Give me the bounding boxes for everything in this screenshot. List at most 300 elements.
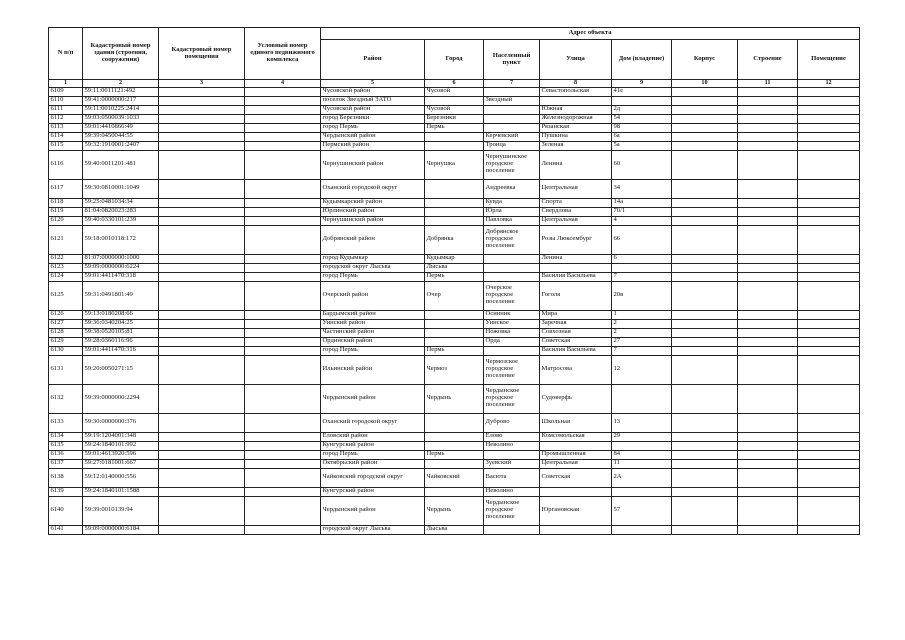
- corpus-cell: [672, 337, 738, 346]
- premises-cadastral-cell: [159, 450, 245, 459]
- district-cell: город Пермь: [321, 272, 425, 281]
- street-cell: Советская: [540, 468, 612, 487]
- cadastral-number-cell: 59:01:4411470:316: [83, 346, 159, 355]
- header-address-group: Адрес объекта: [321, 28, 860, 40]
- row-number-cell: 6122: [49, 254, 83, 263]
- corpus-cell: [672, 254, 738, 263]
- premises-cadastral-cell: [159, 263, 245, 272]
- building-cell: [738, 525, 798, 534]
- city-cell: Очер: [425, 281, 484, 310]
- cadastral-number-cell: 59:01:4410866:49: [83, 123, 159, 132]
- cadastral-number-cell: 59:11:0011121:492: [83, 87, 159, 96]
- corpus-cell: [672, 87, 738, 96]
- row-number-cell: 6138: [49, 468, 83, 487]
- premises-cadastral-cell: [159, 355, 245, 384]
- corpus-cell: [672, 216, 738, 225]
- complex-number-cell: [245, 150, 321, 179]
- table-row: [49, 179, 860, 198]
- table-row: [49, 450, 860, 459]
- premises-cadastral-cell: [159, 216, 245, 225]
- corpus-cell: [672, 441, 738, 450]
- premises-cadastral-cell: [159, 328, 245, 337]
- header-premises-cadastral: Кадастровый номер помещения: [159, 28, 245, 80]
- district-cell: Ильинский район: [321, 355, 425, 384]
- settlement-cell: Дуброво: [484, 413, 540, 432]
- cadastral-number-cell: 59:13:0180208:66: [83, 310, 159, 319]
- city-cell: [425, 441, 484, 450]
- building-cell: [738, 450, 798, 459]
- street-cell: Совхозная: [540, 328, 612, 337]
- cadastral-number-cell: 81:07:0000000:1000: [83, 254, 159, 263]
- column-number-row: [49, 80, 860, 88]
- table-row: [49, 319, 860, 328]
- street-cell: Школьная: [540, 413, 612, 432]
- premises-cadastral-cell: [159, 525, 245, 534]
- row-number-cell: 6119: [49, 207, 83, 216]
- building-cell: [738, 225, 798, 254]
- premises-cadastral-cell: [159, 468, 245, 487]
- premises-cell: [798, 225, 860, 254]
- cadastral-number-cell: 59:01:4613920:596: [83, 450, 159, 459]
- row-number-cell: 6109: [49, 87, 83, 96]
- corpus-cell: [672, 487, 738, 496]
- settlement-cell: [484, 254, 540, 263]
- column-number-cell: 6: [425, 80, 484, 88]
- settlement-cell: Васюта: [484, 468, 540, 487]
- corpus-cell: [672, 346, 738, 355]
- cadastral-number-cell: 59:18:0010118:172: [83, 225, 159, 254]
- premises-cadastral-cell: [159, 384, 245, 413]
- cadastral-number-cell: 59:27:0181001:667: [83, 459, 159, 468]
- house-cell: 2А: [612, 468, 672, 487]
- corpus-cell: [672, 468, 738, 487]
- column-number-cell: 10: [672, 80, 738, 88]
- settlement-cell: Чердынское городское поселение: [484, 496, 540, 525]
- premises-cell: [798, 272, 860, 281]
- row-number-cell: 6137: [49, 459, 83, 468]
- premises-cell: [798, 384, 860, 413]
- complex-number-cell: [245, 441, 321, 450]
- building-cell: [738, 319, 798, 328]
- house-cell: 2: [612, 319, 672, 328]
- house-cell: 29: [612, 432, 672, 441]
- street-cell: Василия Васильева: [540, 346, 612, 355]
- building-cell: [738, 263, 798, 272]
- district-cell: Чусовской район: [321, 87, 425, 96]
- cadastral-number-cell: 59:39:0450044:55: [83, 132, 159, 141]
- corpus-cell: [672, 150, 738, 179]
- cadastral-number-cell: 59:38:0520105:81: [83, 328, 159, 337]
- street-cell: Центральная: [540, 216, 612, 225]
- building-cell: [738, 355, 798, 384]
- settlement-cell: [484, 525, 540, 534]
- building-cell: [738, 272, 798, 281]
- corpus-cell: [672, 198, 738, 207]
- city-cell: [425, 132, 484, 141]
- house-cell: 7: [612, 346, 672, 355]
- column-number-cell: 8: [540, 80, 612, 88]
- building-cell: [738, 96, 798, 105]
- building-cell: [738, 114, 798, 123]
- complex-number-cell: [245, 319, 321, 328]
- house-cell: [612, 441, 672, 450]
- building-cell: [738, 123, 798, 132]
- table-row: [49, 272, 860, 281]
- building-cell: [738, 432, 798, 441]
- district-cell: Чернушинский район: [321, 216, 425, 225]
- building-cell: [738, 413, 798, 432]
- cadastral-number-cell: 59:39:0000000:2294: [83, 384, 159, 413]
- header-street: Улица: [540, 40, 612, 80]
- house-cell: 54: [612, 114, 672, 123]
- column-number-cell: 12: [798, 80, 860, 88]
- street-cell: Центральная: [540, 459, 612, 468]
- settlement-cell: Орда: [484, 337, 540, 346]
- street-cell: [540, 487, 612, 496]
- premises-cell: [798, 141, 860, 150]
- settlement-cell: Уинское: [484, 319, 540, 328]
- premises-cadastral-cell: [159, 459, 245, 468]
- row-number-cell: 6129: [49, 337, 83, 346]
- cadastral-number-cell: 59:39:0010139:94: [83, 496, 159, 525]
- city-cell: Чердынь: [425, 384, 484, 413]
- register-sheet: [48, 27, 859, 535]
- premises-cadastral-cell: [159, 496, 245, 525]
- street-cell: Матросова: [540, 355, 612, 384]
- row-number-cell: 6110: [49, 96, 83, 105]
- city-cell: Лысьва: [425, 525, 484, 534]
- premises-cell: [798, 198, 860, 207]
- district-cell: Октябрьский район: [321, 459, 425, 468]
- complex-number-cell: [245, 207, 321, 216]
- row-number-cell: 6127: [49, 319, 83, 328]
- row-number-cell: 6134: [49, 432, 83, 441]
- row-number-cell: 6126: [49, 310, 83, 319]
- cadastral-number-cell: 81:04:0820023:283: [83, 207, 159, 216]
- settlement-cell: Неволино: [484, 441, 540, 450]
- settlement-cell: Юрла: [484, 207, 540, 216]
- premises-cadastral-cell: [159, 87, 245, 96]
- premises-cell: [798, 355, 860, 384]
- district-cell: Чайковский городской округ: [321, 468, 425, 487]
- building-cell: [738, 346, 798, 355]
- cadastral-number-cell: 59:36:0340204:25: [83, 319, 159, 328]
- street-cell: Железнодорожная: [540, 114, 612, 123]
- corpus-cell: [672, 525, 738, 534]
- table-row: [49, 310, 860, 319]
- table-row: [49, 432, 860, 441]
- district-cell: город Кудымкар: [321, 254, 425, 263]
- row-number-cell: 6124: [49, 272, 83, 281]
- table-row: [49, 487, 860, 496]
- settlement-cell: Чермозское городское поселение: [484, 355, 540, 384]
- district-cell: Бардымский район: [321, 310, 425, 319]
- premises-cell: [798, 328, 860, 337]
- premises-cell: [798, 319, 860, 328]
- settlement-cell: [484, 105, 540, 114]
- complex-number-cell: [245, 132, 321, 141]
- complex-number-cell: [245, 328, 321, 337]
- premises-cell: [798, 525, 860, 534]
- house-cell: 1: [612, 310, 672, 319]
- city-cell: Добрянка: [425, 225, 484, 254]
- premises-cadastral-cell: [159, 281, 245, 310]
- house-cell: 2д: [612, 105, 672, 114]
- building-cell: [738, 384, 798, 413]
- street-cell: [540, 525, 612, 534]
- corpus-cell: [672, 263, 738, 272]
- house-cell: 20в: [612, 281, 672, 310]
- row-number-cell: 6128: [49, 328, 83, 337]
- district-cell: Чердынский район: [321, 496, 425, 525]
- premises-cadastral-cell: [159, 432, 245, 441]
- table-row: [49, 216, 860, 225]
- premises-cadastral-cell: [159, 207, 245, 216]
- row-number-cell: 6115: [49, 141, 83, 150]
- cadastral-number-cell: 59:11:0010225:2414: [83, 105, 159, 114]
- complex-number-cell: [245, 355, 321, 384]
- premises-cadastral-cell: [159, 310, 245, 319]
- column-number-cell: 4: [245, 80, 321, 88]
- header-premises: Помещение: [798, 40, 860, 80]
- city-cell: [425, 216, 484, 225]
- premises-cadastral-cell: [159, 413, 245, 432]
- city-cell: Пермь: [425, 346, 484, 355]
- premises-cadastral-cell: [159, 105, 245, 114]
- premises-cell: [798, 468, 860, 487]
- premises-cell: [798, 310, 860, 319]
- table-row: [49, 346, 860, 355]
- complex-number-cell: [245, 272, 321, 281]
- row-number-cell: 6118: [49, 198, 83, 207]
- corpus-cell: [672, 96, 738, 105]
- premises-cell: [798, 346, 860, 355]
- premises-cell: [798, 207, 860, 216]
- house-cell: [612, 487, 672, 496]
- settlement-cell: [484, 87, 540, 96]
- street-cell: Юргановская: [540, 496, 612, 525]
- building-cell: [738, 207, 798, 216]
- complex-number-cell: [245, 281, 321, 310]
- table-row: [49, 254, 860, 263]
- street-cell: Советская: [540, 337, 612, 346]
- city-cell: [425, 487, 484, 496]
- house-cell: 98: [612, 123, 672, 132]
- premises-cell: [798, 441, 860, 450]
- row-number-cell: 6135: [49, 441, 83, 450]
- complex-number-cell: [245, 337, 321, 346]
- table-row: [49, 355, 860, 384]
- cadastral-number-cell: 59:41:0000000:217: [83, 96, 159, 105]
- street-cell: Пушкина: [540, 132, 612, 141]
- building-cell: [738, 150, 798, 179]
- building-cell: [738, 132, 798, 141]
- premises-cadastral-cell: [159, 179, 245, 198]
- house-cell: 4: [612, 216, 672, 225]
- table-body: [49, 87, 860, 534]
- cadastral-number-cell: 59:30:0810001:1049: [83, 179, 159, 198]
- district-cell: Пермский район: [321, 141, 425, 150]
- premises-cadastral-cell: [159, 441, 245, 450]
- street-cell: Ленина: [540, 150, 612, 179]
- header-row-top: [49, 28, 860, 40]
- building-cell: [738, 328, 798, 337]
- district-cell: Оханский городской округ: [321, 179, 425, 198]
- district-cell: Кунгурский район: [321, 487, 425, 496]
- row-number-cell: 6111: [49, 105, 83, 114]
- street-cell: Заречная: [540, 319, 612, 328]
- house-cell: 41е: [612, 87, 672, 96]
- complex-number-cell: [245, 459, 321, 468]
- settlement-cell: [484, 123, 540, 132]
- premises-cadastral-cell: [159, 346, 245, 355]
- street-cell: Севастопольская: [540, 87, 612, 96]
- settlement-cell: Андреевка: [484, 179, 540, 198]
- premises-cadastral-cell: [159, 272, 245, 281]
- building-cell: [738, 441, 798, 450]
- premises-cadastral-cell: [159, 123, 245, 132]
- premises-cadastral-cell: [159, 150, 245, 179]
- premises-cell: [798, 123, 860, 132]
- complex-number-cell: [245, 384, 321, 413]
- table-row: [49, 384, 860, 413]
- complex-number-cell: [245, 114, 321, 123]
- complex-number-cell: [245, 254, 321, 263]
- street-cell: Рязанская: [540, 123, 612, 132]
- house-cell: 84: [612, 450, 672, 459]
- settlement-cell: Чердынское городское поселение: [484, 384, 540, 413]
- header-settlement: Населенный пункт: [484, 40, 540, 80]
- house-cell: [612, 263, 672, 272]
- building-cell: [738, 281, 798, 310]
- complex-number-cell: [245, 123, 321, 132]
- table-row: [49, 105, 860, 114]
- complex-number-cell: [245, 96, 321, 105]
- district-cell: поселок Звездный ЗАТО: [321, 96, 425, 105]
- premises-cadastral-cell: [159, 141, 245, 150]
- settlement-cell: Кувда: [484, 198, 540, 207]
- table-row: [49, 150, 860, 179]
- row-number-cell: 6114: [49, 132, 83, 141]
- premises-cell: [798, 281, 860, 310]
- corpus-cell: [672, 496, 738, 525]
- district-cell: город Пермь: [321, 346, 425, 355]
- column-number-cell: 9: [612, 80, 672, 88]
- cadastral-number-cell: 59:01:4411470:318: [83, 272, 159, 281]
- row-number-cell: 6136: [49, 450, 83, 459]
- column-number-cell: 1: [49, 80, 83, 88]
- cadastral-number-cell: 59:30:0000000:376: [83, 413, 159, 432]
- city-cell: Пермь: [425, 272, 484, 281]
- house-cell: 7: [612, 272, 672, 281]
- street-cell: Ленина: [540, 254, 612, 263]
- corpus-cell: [672, 105, 738, 114]
- cadastral-number-cell: 59:31:0491801:49: [83, 281, 159, 310]
- city-cell: Лысьва: [425, 263, 484, 272]
- premises-cell: [798, 114, 860, 123]
- premises-cadastral-cell: [159, 319, 245, 328]
- table-row: [49, 207, 860, 216]
- premises-cell: [798, 96, 860, 105]
- house-cell: 60: [612, 150, 672, 179]
- table-row: [49, 496, 860, 525]
- settlement-cell: Добрянское городское поселение: [484, 225, 540, 254]
- table-row: [49, 87, 860, 96]
- district-cell: город Пермь: [321, 450, 425, 459]
- premises-cell: [798, 150, 860, 179]
- settlement-cell: Чернушинское городское поселение: [484, 150, 540, 179]
- house-cell: 34: [612, 179, 672, 198]
- complex-number-cell: [245, 346, 321, 355]
- header-house: Дом (владение): [612, 40, 672, 80]
- header-building: Строение: [738, 40, 798, 80]
- city-cell: [425, 413, 484, 432]
- city-cell: Березники: [425, 114, 484, 123]
- complex-number-cell: [245, 225, 321, 254]
- cadastral-number-cell: 59:24:1840101:992: [83, 441, 159, 450]
- corpus-cell: [672, 319, 738, 328]
- premises-cadastral-cell: [159, 132, 245, 141]
- premises-cell: [798, 459, 860, 468]
- city-cell: [425, 337, 484, 346]
- premises-cadastral-cell: [159, 114, 245, 123]
- building-cell: [738, 198, 798, 207]
- row-number-cell: 6116: [49, 150, 83, 179]
- settlement-cell: Звездный: [484, 96, 540, 105]
- header-corpus: Корпус: [672, 40, 738, 80]
- header-district: Район: [321, 40, 425, 80]
- premises-cadastral-cell: [159, 254, 245, 263]
- column-number-cell: 11: [738, 80, 798, 88]
- settlement-cell: Павловка: [484, 216, 540, 225]
- premises-cell: [798, 413, 860, 432]
- corpus-cell: [672, 114, 738, 123]
- premises-cell: [798, 132, 860, 141]
- complex-number-cell: [245, 432, 321, 441]
- house-cell: 57: [612, 496, 672, 525]
- table-row: [49, 413, 860, 432]
- street-cell: Комсомольская: [540, 432, 612, 441]
- row-number-cell: 6113: [49, 123, 83, 132]
- cadastral-number-cell: 59:28:0360116:96: [83, 337, 159, 346]
- complex-number-cell: [245, 87, 321, 96]
- cadastral-number-cell: 59:09:0000000:6184: [83, 525, 159, 534]
- cadastral-number-cell: 59:24:1840101:1588: [83, 487, 159, 496]
- city-cell: Чернушка: [425, 150, 484, 179]
- premises-cell: [798, 450, 860, 459]
- city-cell: [425, 459, 484, 468]
- corpus-cell: [672, 179, 738, 198]
- row-number-cell: 6132: [49, 384, 83, 413]
- cadastral-number-cell: 59:19:1204001:348: [83, 432, 159, 441]
- house-cell: 12: [612, 355, 672, 384]
- settlement-cell: Троица: [484, 141, 540, 150]
- row-number-cell: 6139: [49, 487, 83, 496]
- row-number-cell: 6121: [49, 225, 83, 254]
- premises-cell: [798, 87, 860, 96]
- house-cell: 5а: [612, 141, 672, 150]
- cadastral-number-cell: 59:25:0481034:34: [83, 198, 159, 207]
- property-register-table: [48, 27, 860, 535]
- table-row: [49, 459, 860, 468]
- cadastral-number-cell: 59:20:0050271:15: [83, 355, 159, 384]
- cadastral-number-cell: 59:40:0330101:239: [83, 216, 159, 225]
- city-cell: [425, 96, 484, 105]
- premises-cell: [798, 432, 860, 441]
- street-cell: [540, 96, 612, 105]
- premises-cell: [798, 105, 860, 114]
- cadastral-number-cell: 59:03:0500039:1033: [83, 114, 159, 123]
